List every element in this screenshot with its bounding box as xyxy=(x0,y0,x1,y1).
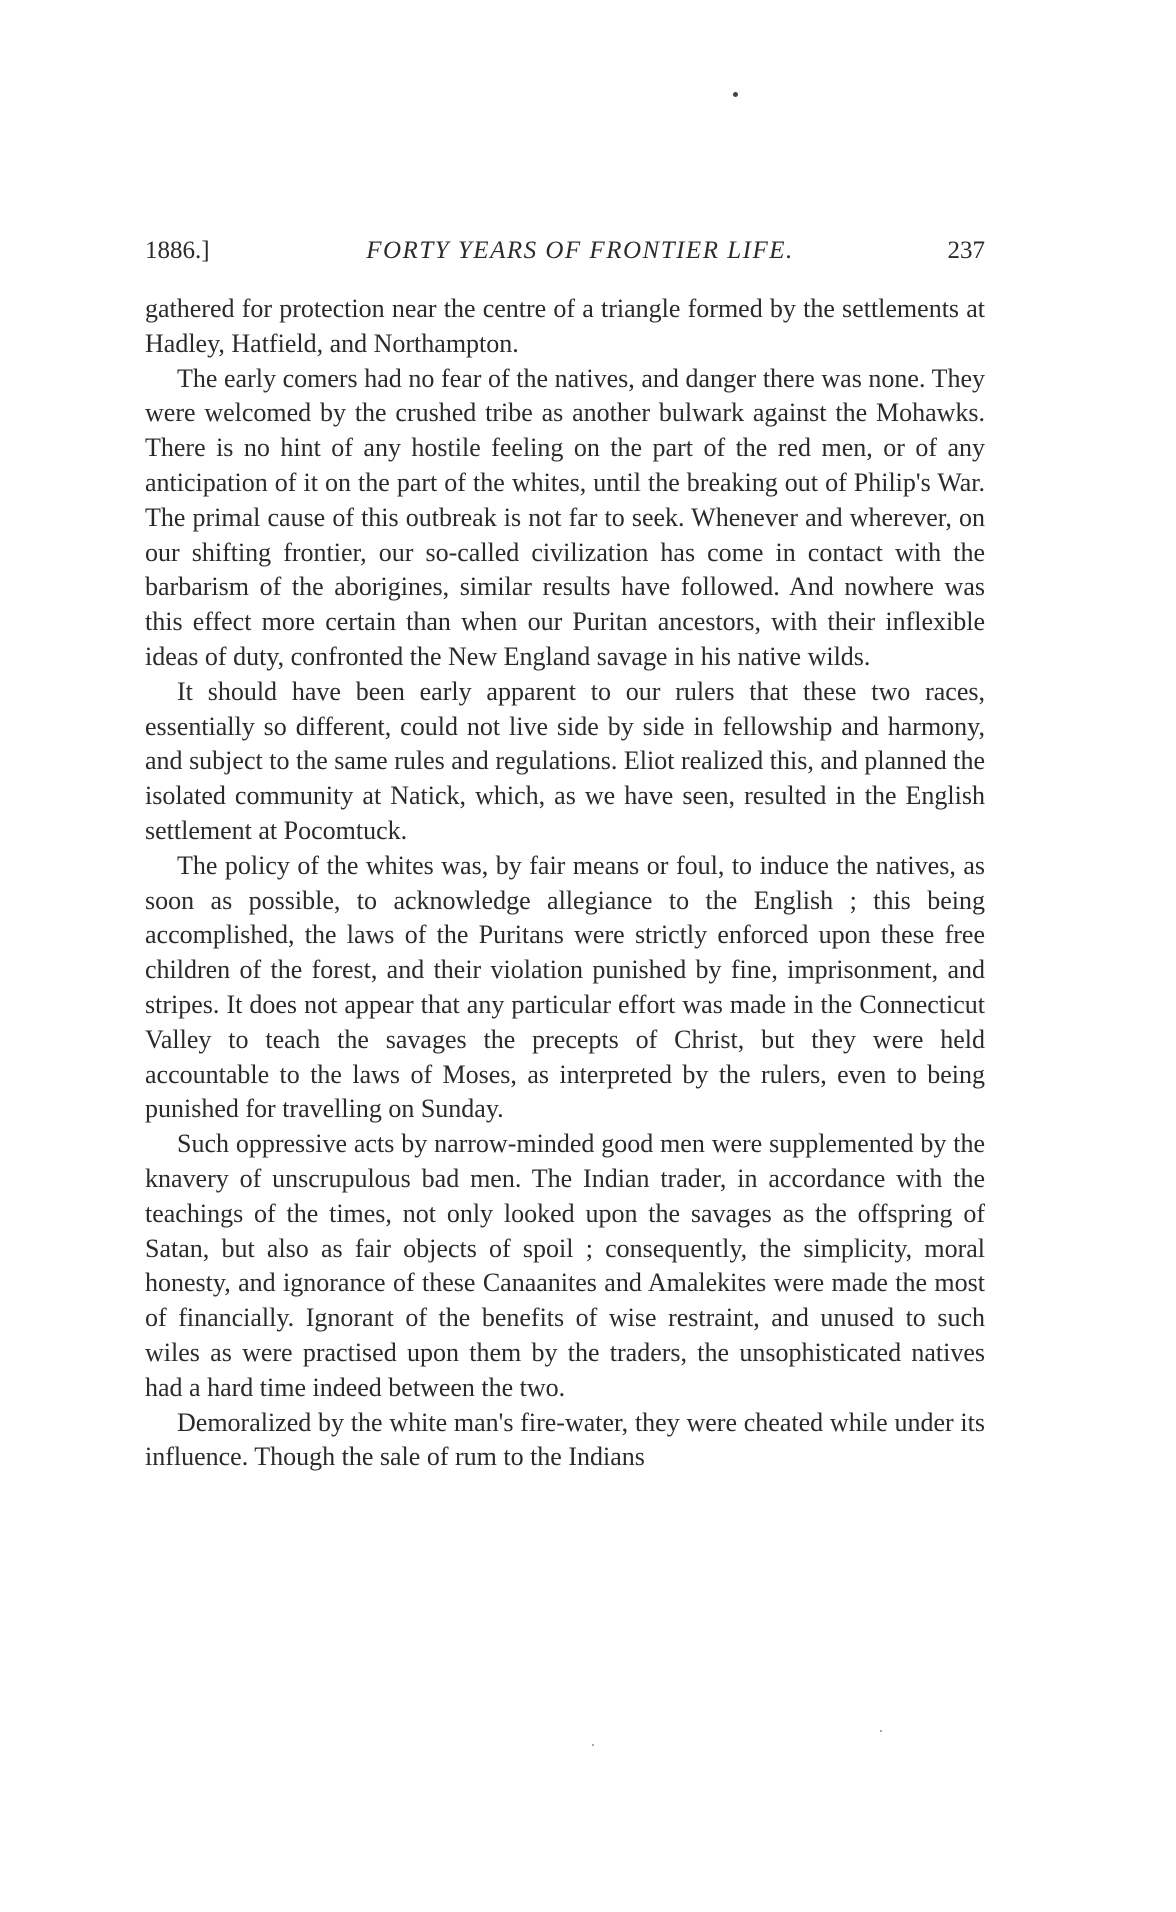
paragraph: The early comers had no fear of the natives, and danger there was none. They were welcomed by the crushed tribe as another bulwark against the Mohawks. There is no hint of any hostile feeling on the part of the red men, or of any anticipation of it on the part of the whites, until the breaking out of Philip's War. The primal cause of this outbreak is not far to seek. Whenever and wherever, on our shifting frontier, our so-called civilization has come in contact with the barbarism of the aborigines, similar results have followed. And nowhere was this effect more certain than when our Puritan ancestors, with their inflexible ideas of duty, confronted the New England savage in his native wilds. xyxy=(145,363,985,671)
ink-speck xyxy=(592,1744,594,1746)
header-year: 1886.] xyxy=(145,237,210,264)
running-header xyxy=(145,233,985,269)
header-title: FORTY YEARS OF FRONTIER LIFE. xyxy=(366,237,794,264)
ink-speck xyxy=(880,1730,882,1732)
ink-speck xyxy=(733,92,738,97)
paragraph: Such oppressive acts by narrow-minded good men were supplemented by the knavery of unscrupulous bad men. The Indian trader, in accordance with the teachings of the times, not only looked upon the savages as the offspring of Satan, but also as fair objects of spoil ; consequently, the simplicity, moral honesty, and ignorance of these Canaanites and Amalekites were made the most of financially. Ignorant of the benefits of wise restraint, and unused to such wiles as were practised upon them by the traders, the unsophisticated natives had a hard time indeed between the two. xyxy=(145,1129,985,1402)
paragraph: Demoralized by the white man's fire-water, they were cheated while under its influence. Though the sale of rum to the Indians xyxy=(145,1407,985,1472)
body-text xyxy=(145,292,985,1475)
paragraph-continued: gathered for protection near the centre of a triangle formed by the settlements at Hadley, Hatfield, and Northampton. xyxy=(145,294,985,358)
paragraph: It should have been early apparent to our rulers that these two races, essentially so different, could not live side by side in fellowship and harmony, and subject to the same rules and regulations. Eliot realized this, and planned the isolated community at Natick, which, as we have seen, resulted in the English settlement at Pocomtuck. xyxy=(145,676,985,845)
paragraph: The policy of the whites was, by fair means or foul, to induce the natives, as soon as possible, to acknowledge allegiance to the English ; this being accomplished, the laws of the Puritans were strictly enforced upon these free children of the forest, and their violation punished by fine, imprisonment, and stripes. It does not appear that any particular effort was made in the Connecticut Valley to teach the savages the precepts of Christ, but they were held accountable to the laws of Moses, as interpreted by the rulers, even to being punished for travelling on Sunday. xyxy=(145,850,985,1124)
page-number: 237 xyxy=(947,237,985,264)
